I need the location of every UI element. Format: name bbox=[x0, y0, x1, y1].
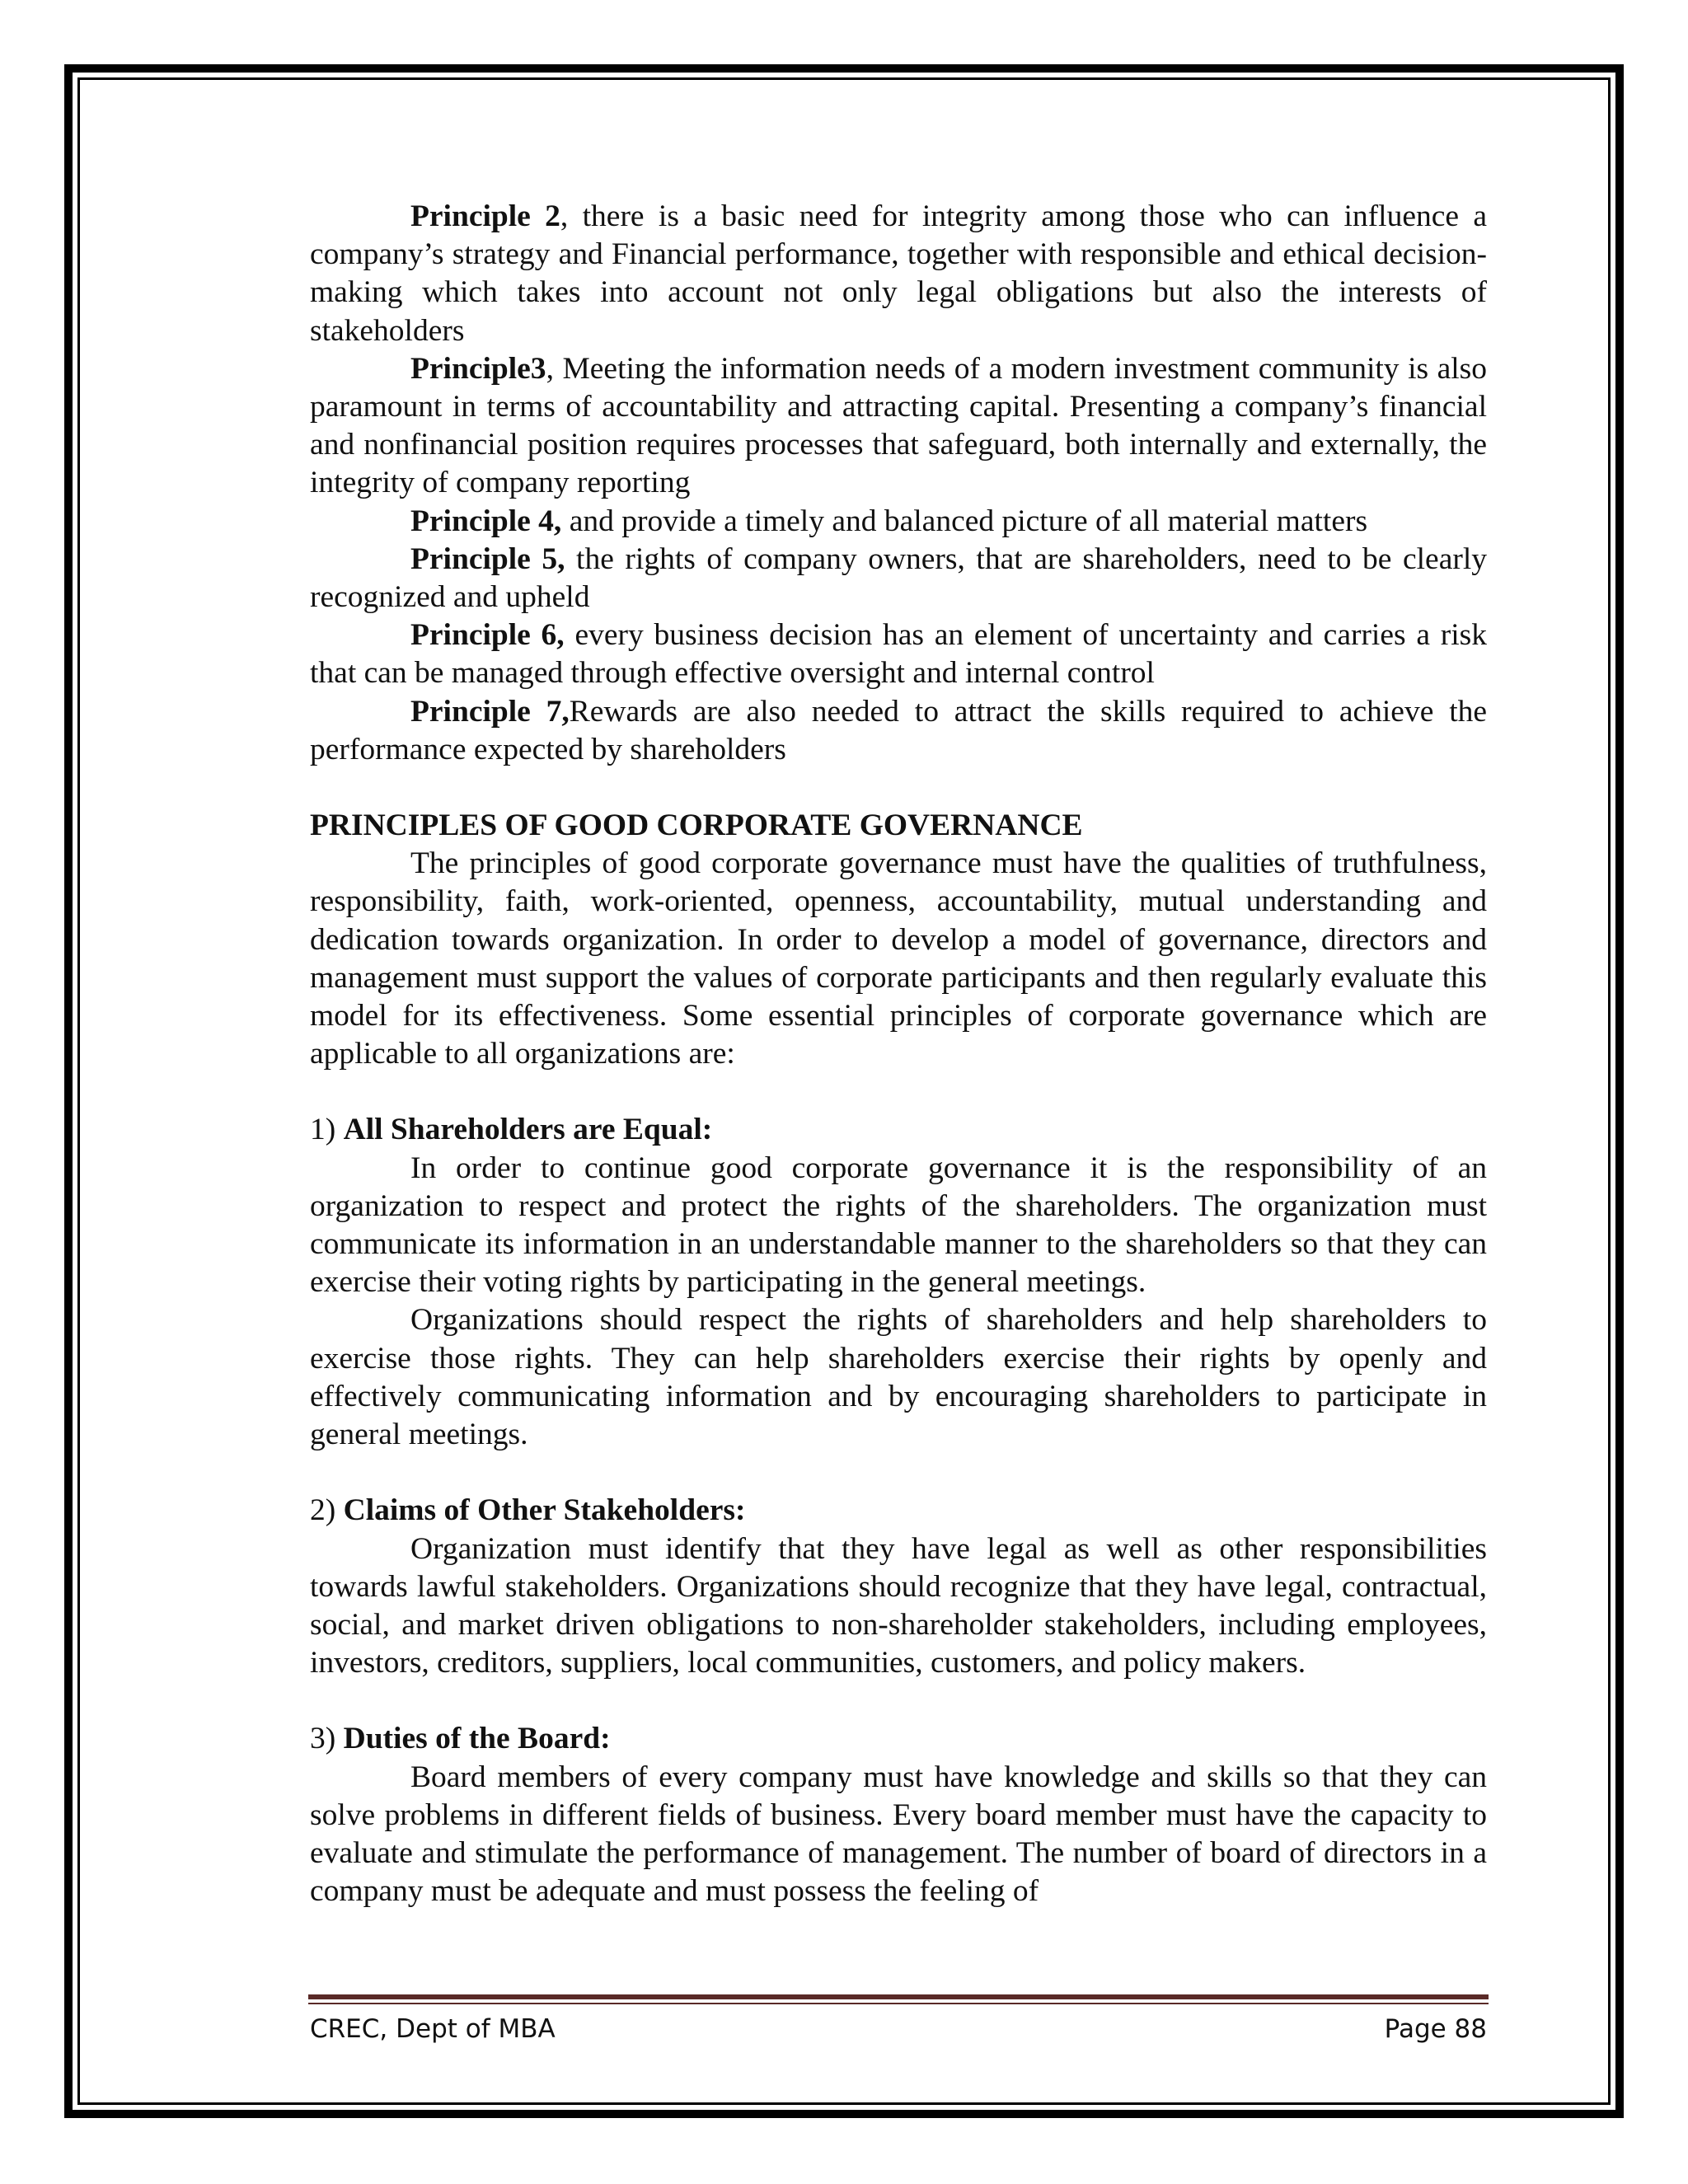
footer-department: CREC, Dept of MBA bbox=[310, 2014, 556, 2044]
principle-text: the rights of company owners, that are shareholders, need to be clearly recognized and upheld bbox=[310, 541, 1488, 615]
principle-text: , there is a basic need for integrity among those who can influence a company’s strategy and Financial performance, together with responsible and ethical decision-making which takes into account not only legal obligations but also the interests of stakeholders bbox=[310, 199, 1487, 348]
item-2-paragraph-1: Organization must identify that they have legal as well as other responsibilities towards lawful stakeholders. Organizations should recognize that they have legal, contractual, social, and market driven obligations to non-shareholder stakeholders, including employees, investors, creditors, suppliers, local communities, customers, and policy makers. bbox=[310, 1531, 1487, 1680]
page-footer bbox=[310, 2013, 1487, 2046]
principle-text: Rewards are also needed to attract the skills required to achieve the performance expected by shareholders bbox=[310, 694, 1488, 766]
principle-7-paragraph bbox=[310, 693, 1487, 769]
principle-2-paragraph bbox=[310, 198, 1487, 350]
item-3-paragraph-1: Board members of every company must have knowledge and skills so that they can solve problems in different fields of business. Every board member must have the capacity to evaluate and stimulate the performance of management. The number of board of directors in a company must be adequate and must possess the feeling of bbox=[310, 1760, 1487, 1909]
principle-label: Principle 2 bbox=[410, 199, 560, 233]
principle-6-paragraph bbox=[310, 616, 1487, 692]
item-number: 1) bbox=[310, 1113, 344, 1147]
principle-4-paragraph bbox=[310, 503, 1487, 541]
principle-5-paragraph bbox=[310, 541, 1487, 616]
item-3-heading bbox=[310, 1720, 1487, 1758]
section-intro-paragraph: The principles of good corporate governance must have the qualities of truthfulness, responsibility, faith, work-oriented, openness, accountability, mutual understanding and dedication towards organization. In order to develop a model of governance, directors and management must support the values of corporate participants and then regularly evaluate this model for its effectiveness. Some essential principles of corporate governance which are applicable to all organizations are: bbox=[310, 846, 1487, 1071]
section-heading: PRINCIPLES OF GOOD CORPORATE GOVERNANCE bbox=[310, 808, 1083, 843]
page-number: Page 88 bbox=[1384, 2014, 1487, 2044]
principle-label: Principle 5, bbox=[410, 541, 565, 576]
page-content bbox=[310, 198, 1487, 1910]
principle-text: , Meeting the information needs of a modern investment community is also paramount in terms of accountability and attracting capital. Presenting a company’s financial and nonfinancial position requires processes that safeguard, both internally and externally, the integrity of company reporting bbox=[310, 351, 1487, 500]
footer-rule-thin bbox=[308, 2003, 1489, 2004]
item-title: All Shareholders are Equal: bbox=[343, 1113, 713, 1147]
item-title: Claims of Other Stakeholders: bbox=[343, 1493, 746, 1528]
item-number: 3) bbox=[310, 1722, 344, 1756]
item-number: 2) bbox=[310, 1493, 344, 1528]
item-1-paragraph-2: Organizations should respect the rights of shareholders and help shareholders to exercise those rights. They can help shareholders exercise their rights by openly and effectively communicating information and by encouraging shareholders to participate in general meetings. bbox=[310, 1303, 1487, 1452]
principle-text: every business decision has an element of uncertainty and carries a risk that can be managed through effective oversight and internal control bbox=[310, 618, 1487, 691]
item-title: Duties of the Board: bbox=[343, 1722, 611, 1756]
spacer bbox=[310, 1454, 1487, 1492]
principle-label: Principle 6, bbox=[410, 618, 565, 653]
spacer bbox=[310, 769, 1487, 807]
principle-label: Principle 4, bbox=[410, 504, 562, 538]
item-1-paragraph-1: In order to continue good corporate governance it is the responsibility of an organization to respect and protect the rights of the shareholders. The organization must communicate its information in an understandable manner to the shareholders so that they can exercise their voting rights by participating in the general meetings. bbox=[310, 1151, 1487, 1300]
principle-text: and provide a timely and balanced picture of all material matters bbox=[561, 504, 1368, 538]
spacer bbox=[310, 1073, 1487, 1111]
item-1-heading bbox=[310, 1111, 1487, 1149]
item-2-heading bbox=[310, 1492, 1487, 1530]
principle-label: Principle3 bbox=[410, 351, 546, 386]
footer-rule bbox=[308, 1994, 1489, 1999]
spacer bbox=[310, 1682, 1487, 1720]
principle-label: Principle 7, bbox=[410, 694, 570, 729]
principle-3-paragraph bbox=[310, 350, 1487, 503]
